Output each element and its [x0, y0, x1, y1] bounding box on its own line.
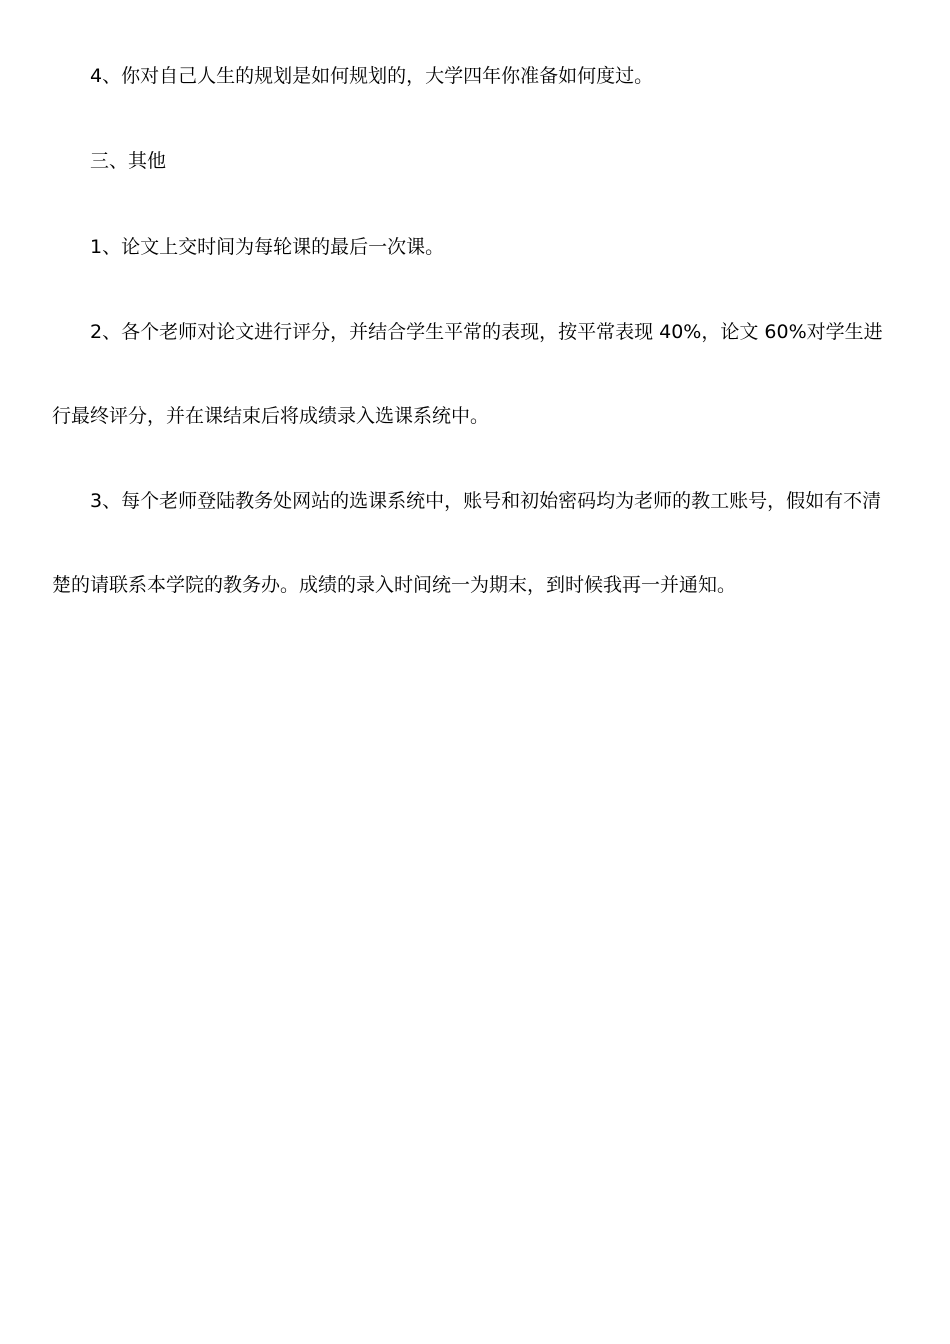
section-heading-other: 三、其他 [90, 150, 167, 172]
item-1-text: 1、论文上交时间为每轮课的最后一次课。 [90, 236, 445, 258]
item-3-text-line-2: 楚的请联系本学院的教务办。成绩的录入时间统一为期末，到时候我再一并通知。 [52, 574, 737, 596]
item-2-text-line-1: 2、各个老师对论文进行评分，并结合学生平常的表现，按平常表现 40%，论文 60%对学生进 [90, 321, 883, 343]
item-2-text-line-2: 行最终评分，并在课结束后将成绩录入选课系统中。 [52, 405, 490, 427]
question-4-text: 4、你对自己人生的规划是如何规划的，大学四年你准备如何度过。 [90, 65, 654, 87]
item-3-text-line-1: 3、每个老师登陆教务处网站的选课系统中，账号和初始密码均为老师的教工账号，假如有不清 [90, 490, 882, 512]
